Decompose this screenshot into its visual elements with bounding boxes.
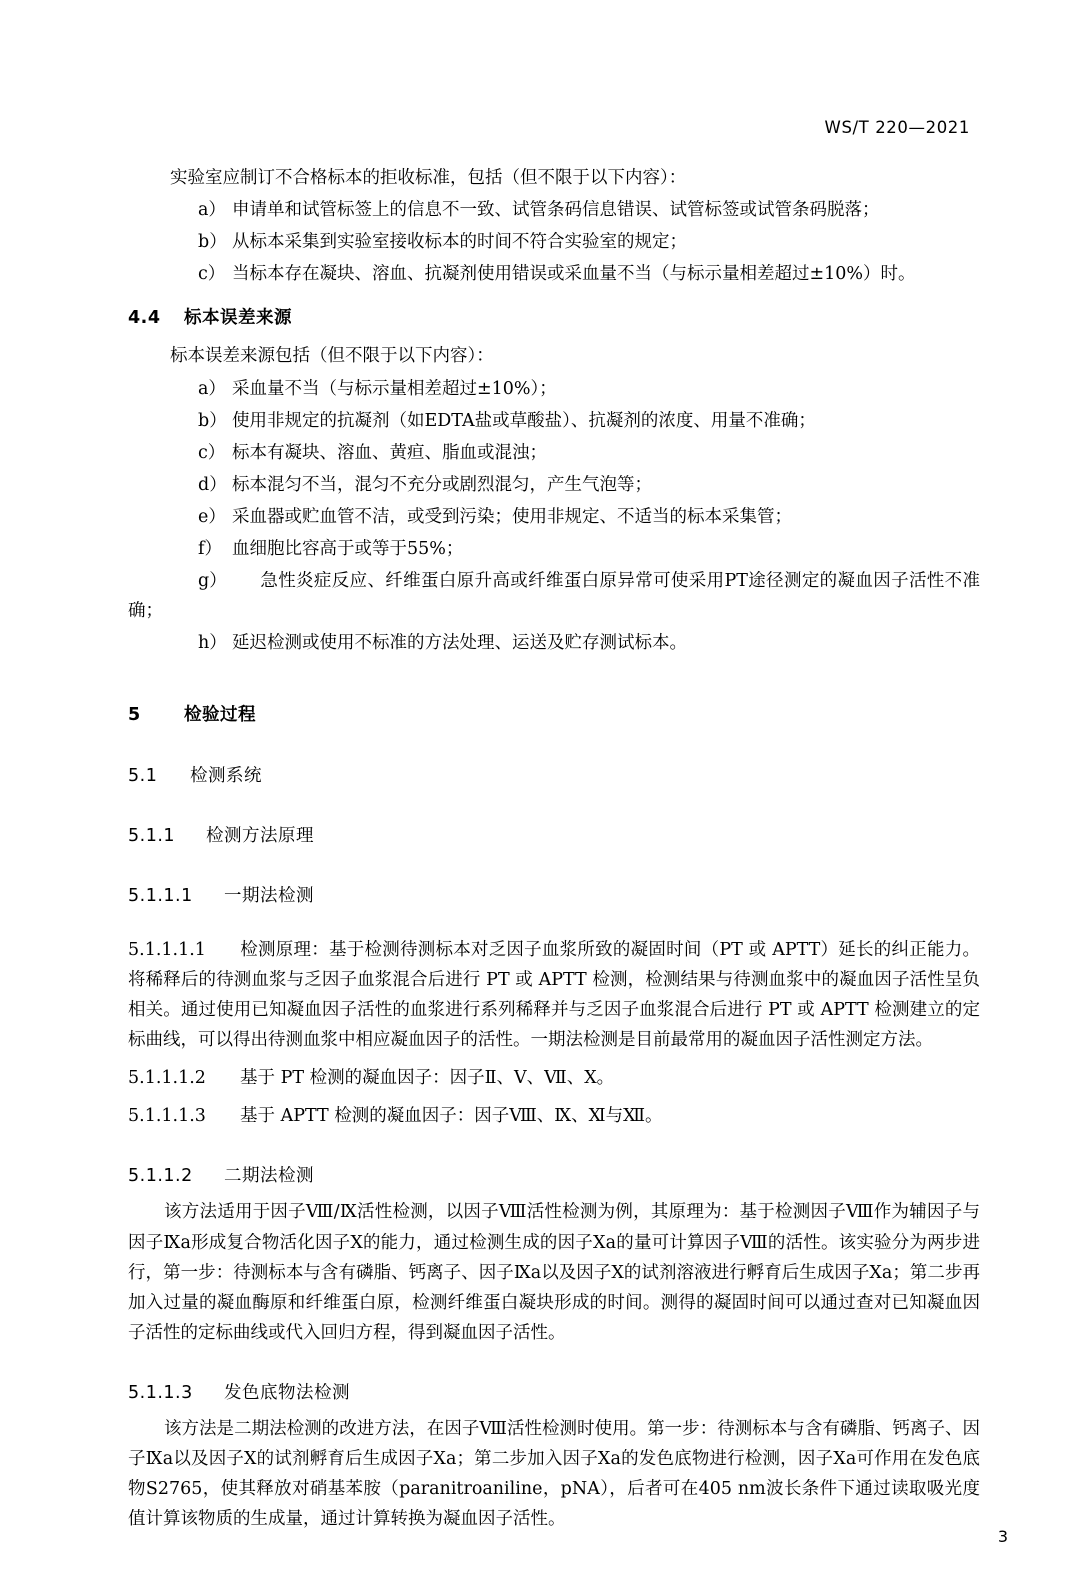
list-item-text: 申请单和试管标签上的信息不一致、试管条码信息错误、试管标签或试管条码脱落； xyxy=(232,200,880,221)
heading-title: 二期法检测 xyxy=(224,1166,314,1187)
heading-number: 4.4 xyxy=(128,308,161,329)
para-number: 5.1.1.1.2 xyxy=(128,1068,206,1089)
rejection-criteria-list xyxy=(128,195,980,289)
heading-title: 标本误差来源 xyxy=(184,308,292,329)
para-text: 基于 PT 检测的凝血因子：因子Ⅱ、Ⅴ、Ⅶ、Ⅹ。 xyxy=(240,1068,615,1089)
list-marker: c） xyxy=(198,264,226,285)
heading-title: 一期法检测 xyxy=(224,885,314,906)
heading-5 xyxy=(128,700,980,730)
document-body xyxy=(128,163,980,1534)
para-text: 检测原理：基于检测待测标本对乏因子血浆所致的凝固时间（PT 或 APTT）延长的纠正能力。将稀释后的待测血浆与乏因子血浆混合后进行 PT 或 APTT 检测，检测结果与待测血浆中的凝血因子活性呈负相关。通过使用已知凝血因子活性的血浆进行系列稀释并与乏因子血浆混合后进行 PT 或 APTT 检测建立的定标曲线，可以得出待测血浆中相应凝血因子的活性。一期法检测是目前最常用的凝血因子活性测定方法。 xyxy=(128,939,980,1051)
list-item-text: 急性炎症反应、纤维蛋白原升高或纤维蛋白原异常可使采用PT途径测定的凝血因子活性不准确； xyxy=(128,571,980,622)
list-item xyxy=(128,566,980,626)
para-text: 基于 APTT 检测的凝血因子：因子Ⅷ、Ⅸ、Ⅺ与Ⅻ。 xyxy=(240,1106,663,1127)
list-marker: g） xyxy=(198,571,227,592)
list-item xyxy=(128,374,980,404)
list-item xyxy=(128,628,980,658)
list-marker: d） xyxy=(198,474,227,495)
para-number: 5.1.1.1.3 xyxy=(128,1106,206,1127)
heading-number: 5.1.1.1 xyxy=(128,885,193,906)
list-item-text: 采血器或贮血管不洁，或受到污染；使用非规定、不适当的标本采集管； xyxy=(232,506,792,527)
list-item-text: 血细胞比容高于或等于55%； xyxy=(232,539,464,560)
heading-title: 检测方法原理 xyxy=(206,825,314,846)
page-header: WS/T 220—2021 xyxy=(824,118,970,137)
list-item xyxy=(128,534,980,564)
heading-5-1-1-2 xyxy=(128,1161,980,1191)
list-item xyxy=(128,406,980,436)
heading-title: 检测系统 xyxy=(190,765,262,786)
list-marker: f） xyxy=(198,539,222,560)
list-marker: e） xyxy=(198,506,226,527)
heading-number: 5.1.1.3 xyxy=(128,1382,193,1403)
list-marker: a） xyxy=(198,200,226,221)
heading-number: 5.1.1.2 xyxy=(128,1166,193,1187)
heading-5-1 xyxy=(128,761,980,791)
para-5-1-1-1-1 xyxy=(128,935,980,1055)
heading-title: 发色底物法检测 xyxy=(224,1382,350,1403)
list-item xyxy=(128,195,980,225)
list-item xyxy=(128,259,980,289)
list-marker: c） xyxy=(198,442,226,463)
heading-number: 5.1.1 xyxy=(128,825,176,846)
para-5-1-1-2-body: 该方法适用于因子Ⅷ/Ⅸ活性检测，以因子Ⅷ活性检测为例，其原理为：基于检测因子Ⅷ作为辅因子与因子Ⅸa形成复合物活化因子Ⅹ的能力，通过检测生成的因子Ⅹa的量可计算因子Ⅷ的活性。该实验分为两步进行，第一步：待测标本与含有磷脂、钙离子、因子Ⅸa以及因子Ⅹ的试剂溶液进行孵育后生成因子Ⅹa；第二步再加入过量的凝血酶原和纤维蛋白原，检测纤维蛋白凝块形成的时间。测得的凝固时间可以通过查对已知凝血因子活性的定标曲线或代入回归方程，得到凝血因子活性。 xyxy=(128,1202,980,1343)
list-marker: b） xyxy=(198,232,227,253)
list-item-text: 延迟检测或使用不标准的方法处理、运送及贮存测试标本。 xyxy=(232,633,687,654)
para-5-1-1-1-2 xyxy=(128,1063,980,1093)
para-5-1-1-3-body: 该方法是二期法检测的改进方法，在因子Ⅷ活性检测时使用。第一步：待测标本与含有磷脂、钙离子、因子Ⅸa以及因子Ⅹ的试剂孵育后生成因子Ⅹa；第二步加入因子Ⅹa的发色底物进行检测，因子Ⅹa可作用在发色底物S2765，使其释放对硝基苯胺（paranitroaniline，pNA），后者可在405 nm波长条件下通过读取吸光度值计算该物质的生成量，通过计算转换为凝血因子活性。 xyxy=(128,1419,980,1530)
list-marker: h） xyxy=(198,633,227,654)
list-item-text: 从标本采集到实验室接收标本的时间不符合实验室的规定； xyxy=(232,232,687,253)
heading-number: 5 xyxy=(128,705,141,726)
error-source-intro: 标本误差来源包括（但不限于以下内容）： xyxy=(170,346,494,367)
list-item-text: 标本有凝块、溶血、黄疸、脂血或混浊； xyxy=(232,442,547,463)
heading-4-4 xyxy=(128,303,980,333)
para-5-1-1-1-3 xyxy=(128,1101,980,1131)
page-number: 3 xyxy=(997,1527,1008,1547)
list-marker: a） xyxy=(198,378,226,399)
list-marker: b） xyxy=(198,410,227,431)
list-item xyxy=(128,438,980,468)
list-item-text: 当标本存在凝块、溶血、抗凝剂使用错误或采血量不当（与标示量相差超过±10%）时。 xyxy=(232,264,916,285)
heading-5-1-1-3 xyxy=(128,1378,980,1408)
list-item xyxy=(128,227,980,257)
list-item xyxy=(128,470,980,500)
list-item xyxy=(128,502,980,532)
heading-title: 检验过程 xyxy=(184,705,256,726)
list-item-text: 标本混匀不当，混匀不充分或剧烈混匀，产生气泡等； xyxy=(232,474,652,495)
heading-5-1-1 xyxy=(128,821,980,851)
error-source-list xyxy=(128,374,980,659)
list-item-text: 采血量不当（与标示量相差超过±10%）； xyxy=(232,378,557,399)
heading-number: 5.1 xyxy=(128,765,158,786)
list-item-text: 使用非规定的抗凝剂（如EDTA盐或草酸盐）、抗凝剂的浓度、用量不准确； xyxy=(232,410,816,431)
heading-5-1-1-1 xyxy=(128,881,980,911)
para-number: 5.1.1.1.1 xyxy=(128,939,206,960)
rejection-criteria-intro: 实验室应制订不合格标本的拒收标准，包括（但不限于以下内容）： xyxy=(170,168,687,188)
